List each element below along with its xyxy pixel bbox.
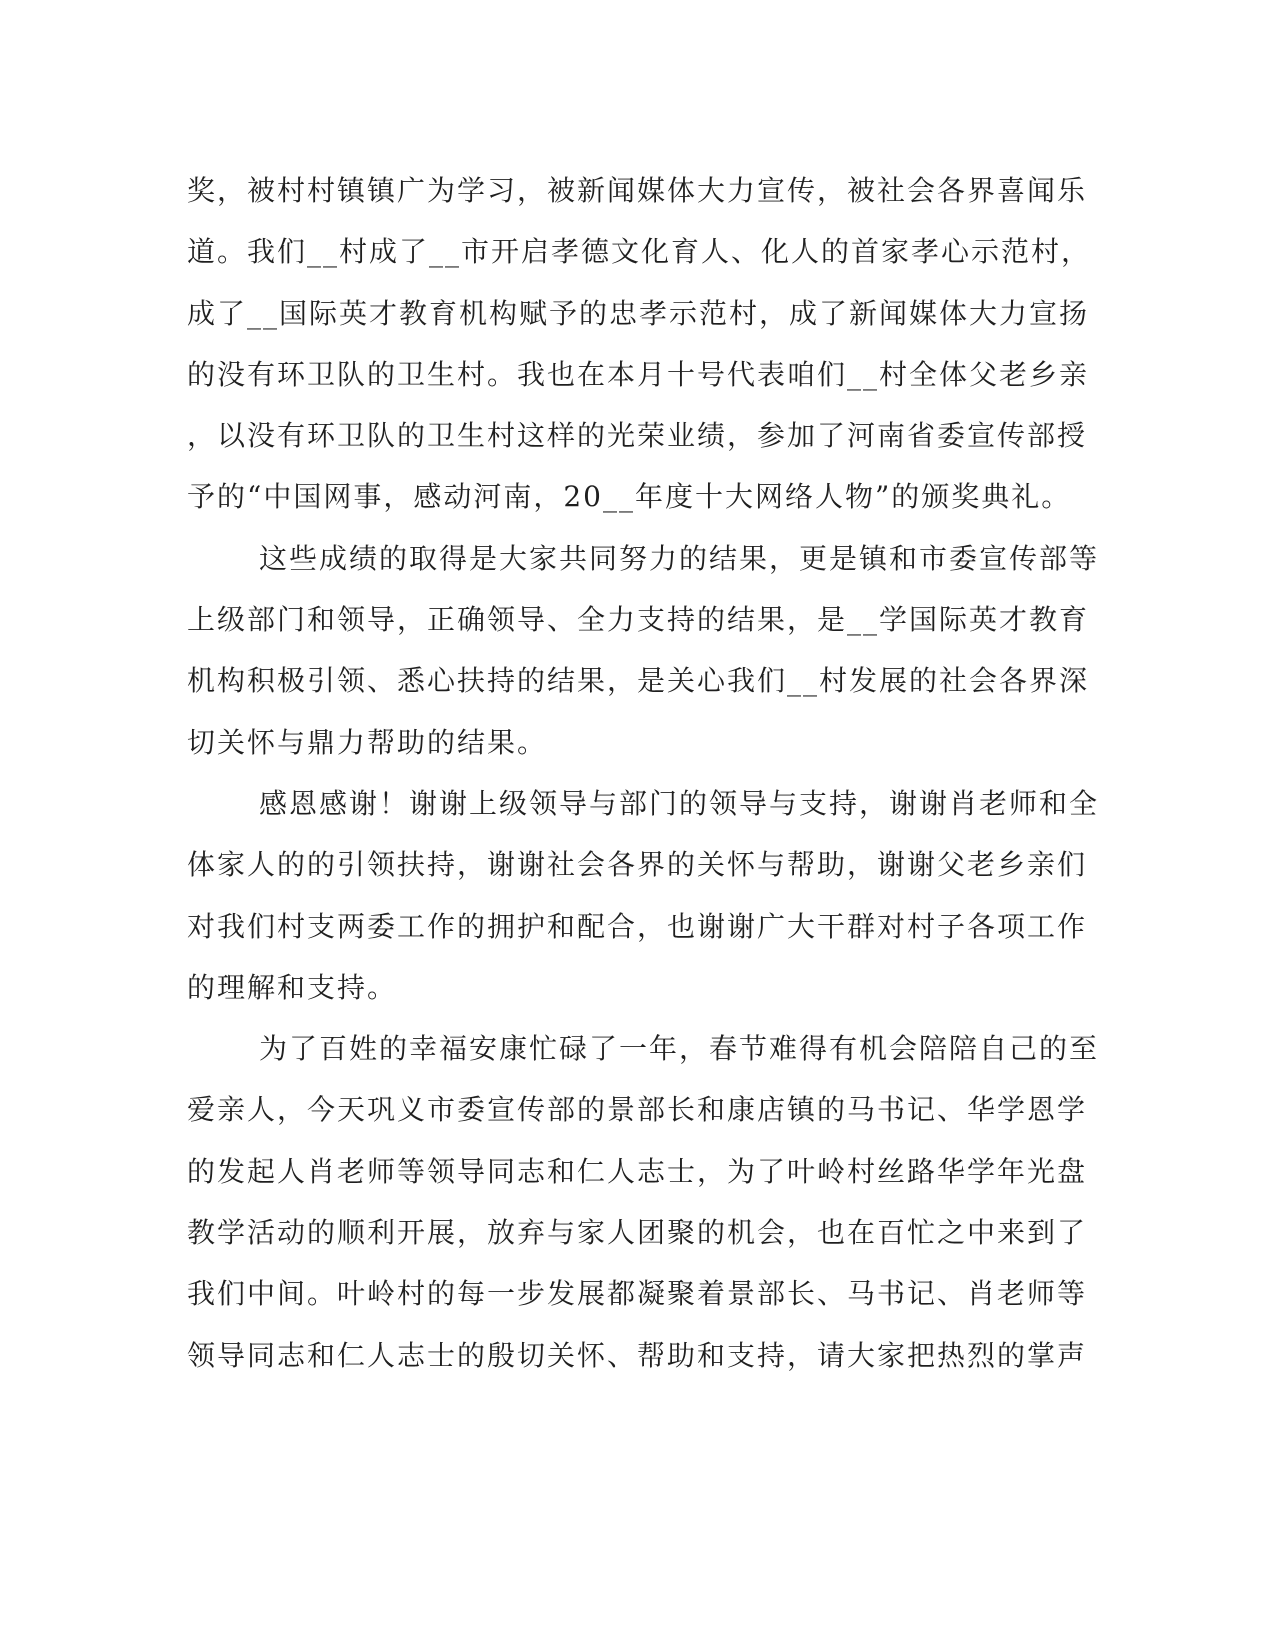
text-line: 的没有环卫队的卫生村。我也在本月十号代表咱们__村全体父老乡亲 [187,357,1090,391]
text-line: 对我们村支两委工作的拥护和配合，也谢谢广大干群对村子各项工作 [187,909,1088,943]
text-line: 成了__国际英才教育机构赋予的忠孝示范村，成了新闻媒体大力宣扬 [187,296,1090,330]
text-line: 机构积极引领、悉心扶持的结果，是关心我们__村发展的社会各界深 [187,664,1090,698]
paragraph-first-line: 为了百姓的幸福安康忙碌了一年，春节难得有机会陪陪自己的至 [259,1032,1100,1066]
text-line: 道。我们__村成了__市开启孝德文化育人、化人的首家孝心示范村， [187,235,1092,269]
text-line: ，以没有环卫队的卫生村这样的光荣业绩，参加了河南省委宣传部授 [187,419,1088,453]
text-line: 上级部门和领导，正确领导、全力支持的结果，是__学国际英才教育 [187,603,1090,637]
paragraph-first-line: 这些成绩的取得是大家共同努力的结果，更是镇和市委宣传部等 [259,541,1100,575]
text-line: 的发起人肖老师等领导同志和仁人志士，为了叶岭村丝路华学年光盘 [187,1154,1088,1188]
text-line: 的理解和支持。 [187,970,398,1004]
text-line: 奖，被村村镇镇广为学习，被新闻媒体大力宣传，被社会各界喜闻乐 [187,174,1088,207]
text-line: 体家人的的引领扶持，谢谢社会各界的关怀与帮助，谢谢父老乡亲们 [187,848,1088,882]
text-line: 予的“中国网事，感动河南，20__年度十大网络人物”的颁奖典礼。 [187,480,1072,514]
document-body [187,160,1100,1386]
text-line: 领导同志和仁人志士的殷切关怀、帮助和支持，请大家把热烈的掌声 [187,1338,1088,1372]
text-line: 切关怀与鼎力帮助的结果。 [187,725,548,759]
paragraph-first-line: 感恩感谢！谢谢上级领导与部门的领导与支持，谢谢肖老师和全 [259,786,1100,820]
text-line: 爱亲人，今天巩义市委宣传部的景部长和康店镇的马书记、华学恩学 [187,1093,1088,1127]
text-line: 教学活动的顺利开展，放弃与家人团聚的机会，也在百忙之中来到了 [187,1216,1088,1250]
text-line: 我们中间。叶岭村的每一步发展都凝聚着景部长、马书记、肖老师等 [187,1277,1088,1311]
